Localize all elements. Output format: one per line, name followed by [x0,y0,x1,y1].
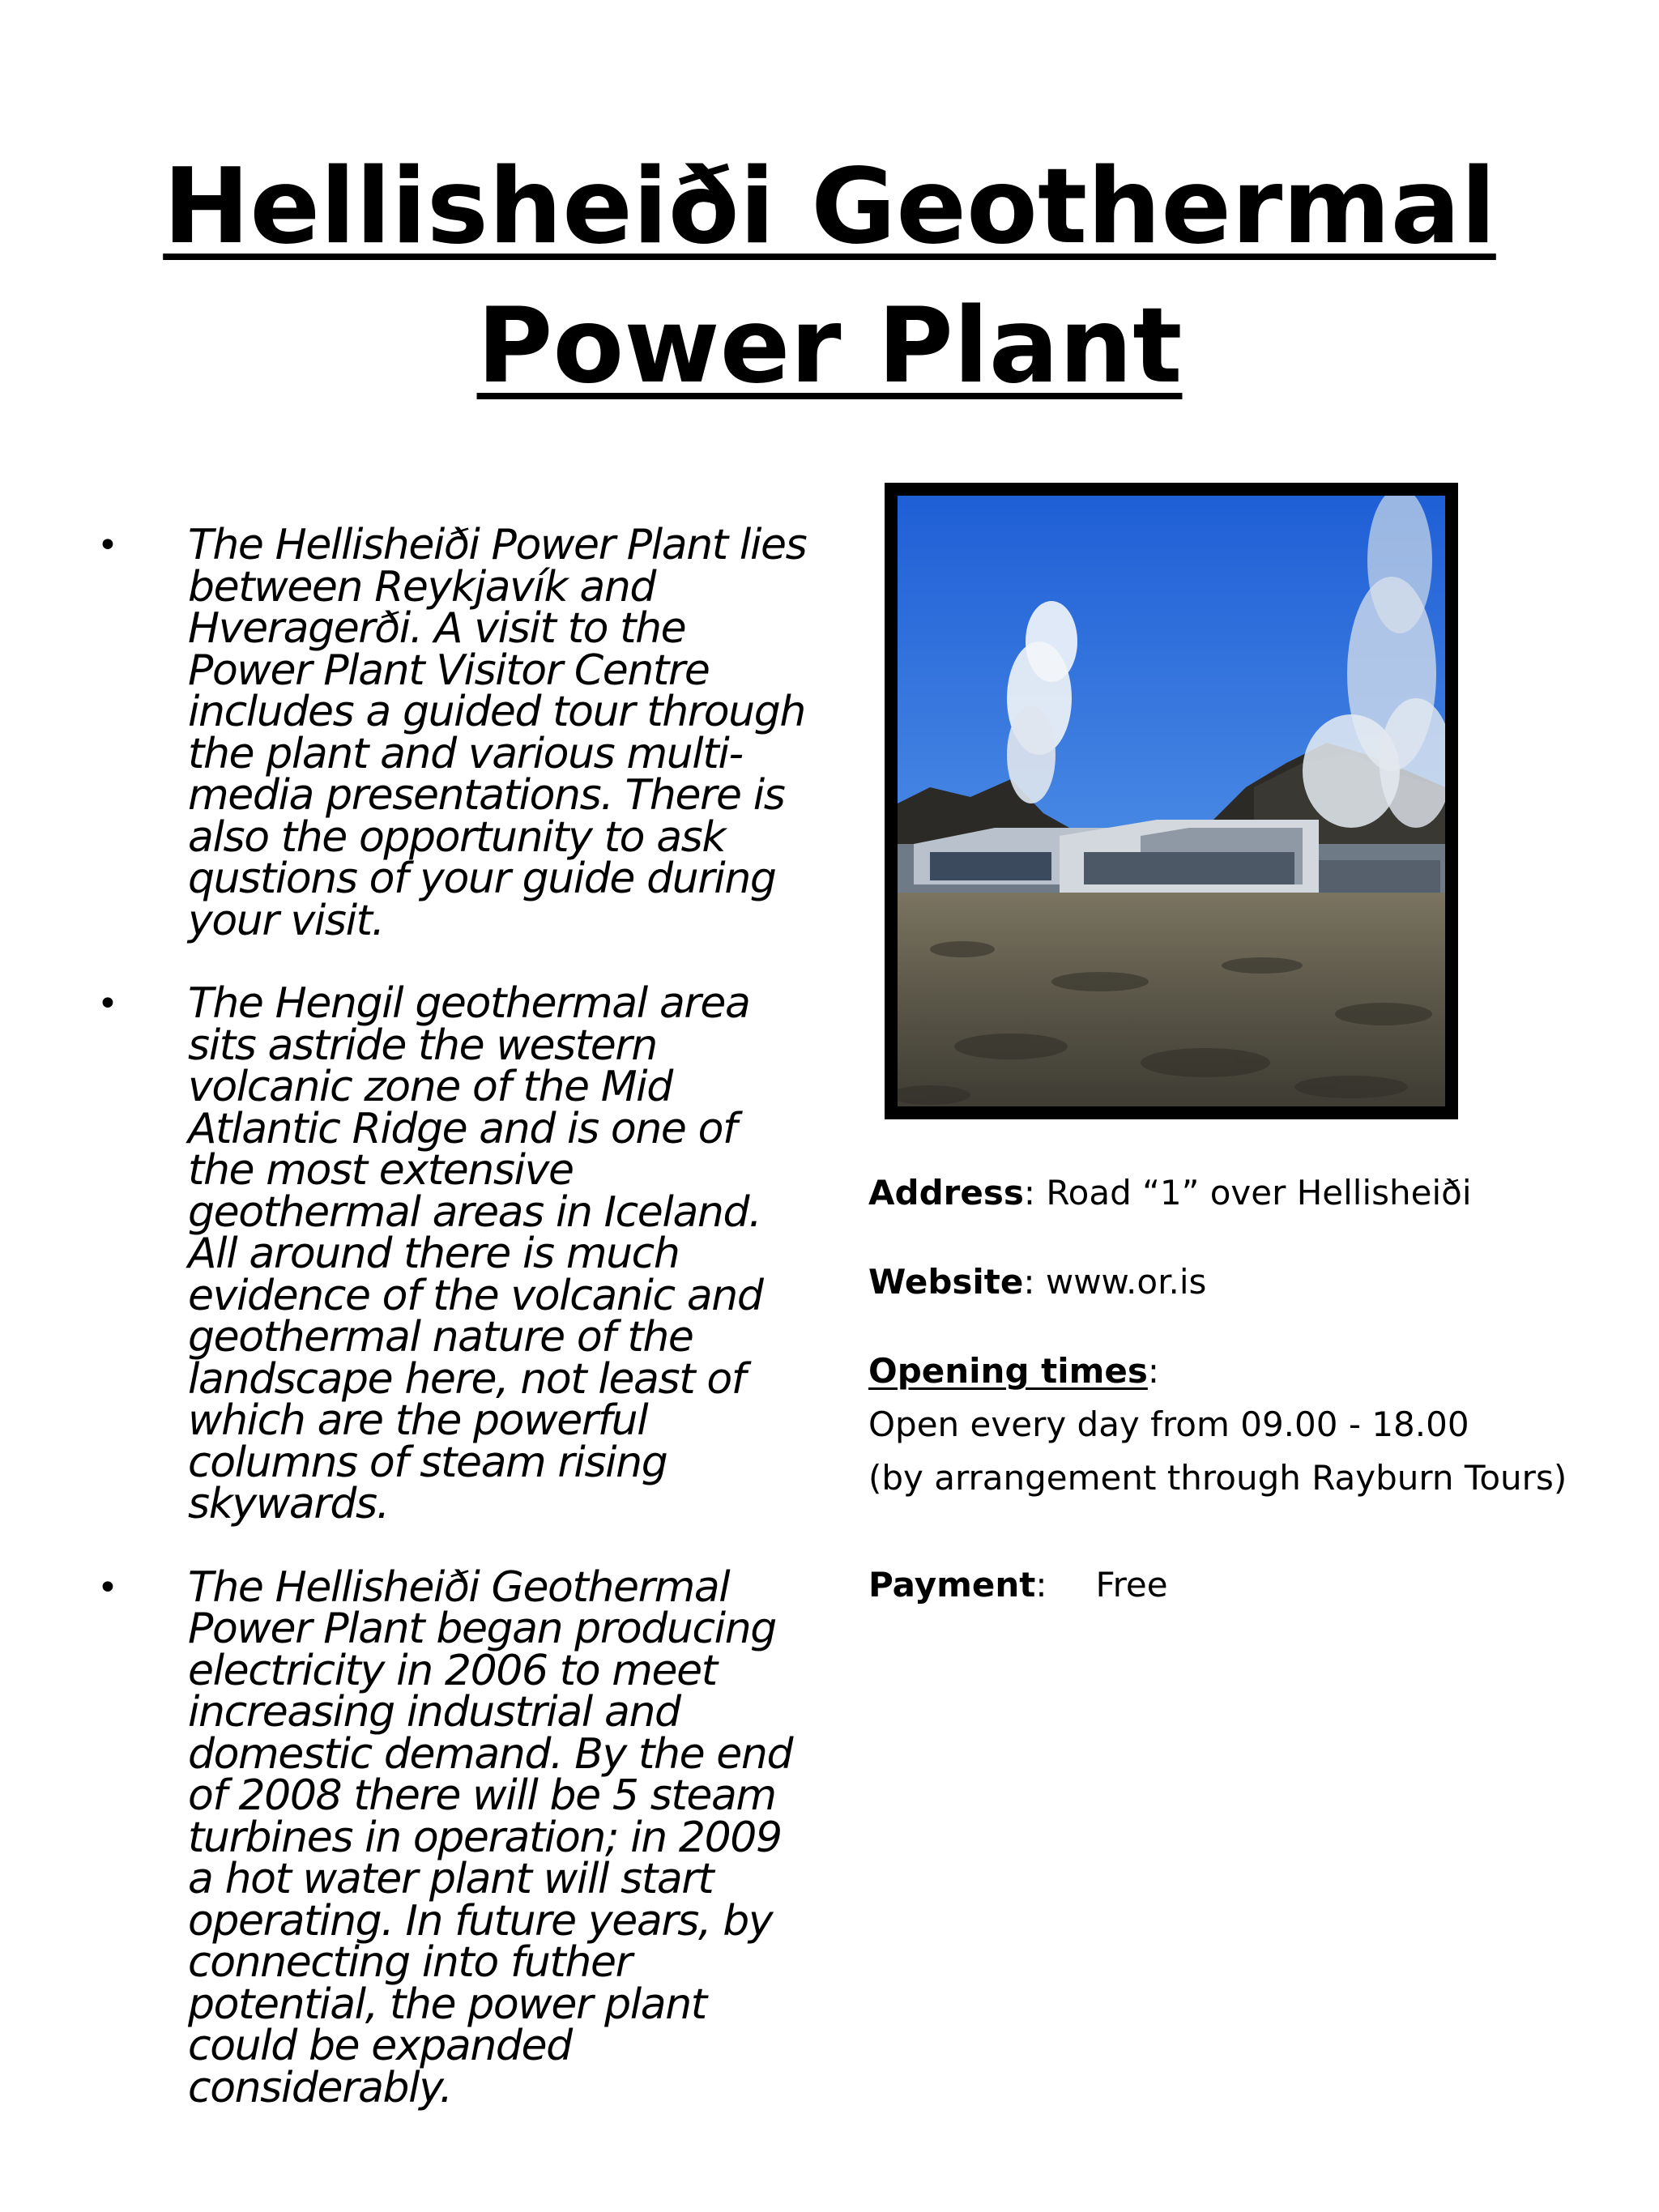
power-plant-illustration [898,496,1445,1106]
website-label: Website [868,1262,1024,1302]
bullet-text: The Hellisheiði Power Plant lies between Reykjavík and Hveragerði. A visit to the Power Plant Visitor Centre includes a guided tour through the plant and various multi-media presentations. There is also the opportunity to ask qustions of your guide during your visit. [188,521,807,945]
list-item [97,1562,810,2112]
website-line [868,1255,1206,1309]
bullet-list [97,521,810,2150]
website-value: www.or.is [1045,1262,1207,1302]
address-value: Road “1” over Hellisheiði [1046,1173,1472,1213]
opening-hours: Open every day from 09.00 - 18.00 [868,1404,1469,1444]
bullet-text: The Hengil geothermal area sits astride the western volcanic zone of the Mid Atlantic Ridge and is one of the most extensive geothermal areas in Iceland. All around there is much evidence of the volcanic and geothermal nature of the landscape here, not least of which are the powerful columns of steam rising skywards. [188,979,763,1528]
payment-line [868,1558,1168,1612]
address-label: Address [868,1173,1024,1213]
opening-colon: : [1147,1351,1160,1391]
power-plant-photo [885,483,1458,1119]
opening-times-line [868,1345,1159,1398]
list-item [97,979,810,1528]
bullet-marker: • [97,525,117,566]
title-line-1: Hellisheiði Geothermal [163,147,1496,267]
title-line-2: Power Plant [476,286,1183,407]
payment-label: Payment [868,1565,1036,1605]
bullet-marker: • [97,983,117,1025]
page-title [0,138,1659,416]
website-colon: : [1023,1262,1035,1302]
bullet-text: The Hellisheiði Geothermal Power Plant began producing electricity in 2006 to meet increasing industrial and domestic demand. By the end of 2008 there will be 5 steam turbines in operation; in 2009 a hot water plant will start operating. In future years, by connecting into futher potential, the power plant could be expanded considerably. [188,1562,793,2112]
list-item [97,521,810,945]
payment-colon: : [1035,1565,1047,1605]
opening-arrangement: (by arrangement through Rayburn Tours) [868,1458,1567,1498]
payment-value: Free [1095,1565,1168,1605]
bullet-marker: • [97,1566,117,1609]
address-line [868,1166,1472,1220]
address-colon: : [1023,1173,1035,1213]
opening-times-label: Opening times [868,1351,1148,1391]
